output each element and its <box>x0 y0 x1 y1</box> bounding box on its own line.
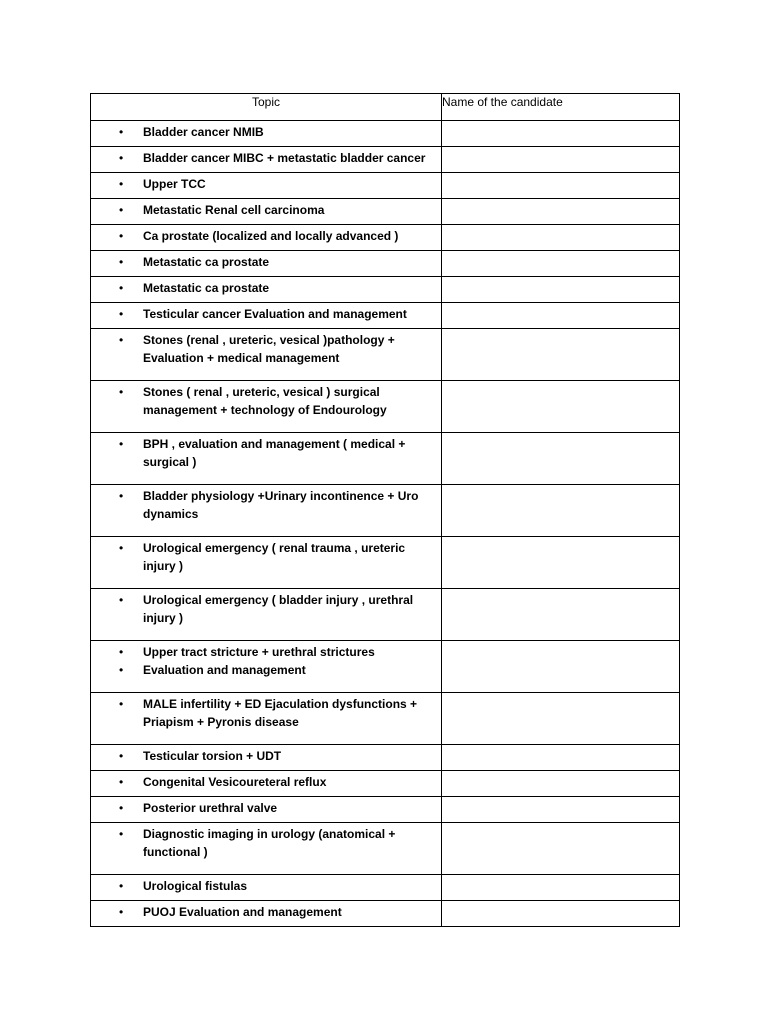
topic-bullet-item <box>91 332 441 367</box>
table-row <box>91 693 680 745</box>
topic-cell <box>91 485 442 537</box>
topic-cell <box>91 433 442 485</box>
bullet-icon: • <box>119 125 124 139</box>
topic-bullet-item <box>91 592 441 627</box>
topic-bullet-list <box>91 537 441 575</box>
table-row <box>91 303 680 329</box>
bullet-icon: • <box>119 801 124 815</box>
topic-text: Evaluation and management <box>143 662 306 677</box>
topic-bullet-list <box>91 381 441 419</box>
bullet-icon: • <box>119 593 124 607</box>
topic-bullet-list <box>91 225 441 246</box>
topic-cell <box>91 745 442 771</box>
topic-text: Upper tract stricture + urethral strictures <box>143 645 375 659</box>
topic-text: Urological emergency ( renal trauma , ureteric injury ) <box>143 541 406 573</box>
topic-bullet-item <box>91 280 441 298</box>
bullet-icon: • <box>119 827 124 841</box>
topic-bullet-list <box>91 797 441 818</box>
topic-cell <box>91 901 442 927</box>
candidate-name-cell[interactable] <box>442 199 680 225</box>
topic-cell <box>91 537 442 589</box>
candidate-name-cell[interactable] <box>442 251 680 277</box>
table-row <box>91 901 680 927</box>
topic-bullet-list <box>91 641 441 679</box>
bullet-icon: • <box>119 333 124 347</box>
topic-text: Stones ( renal , ureteric, vesical ) surgical management + technology of Endourology <box>143 385 387 417</box>
topic-bullet-item <box>91 384 441 419</box>
topic-text: Urological emergency ( bladder injury , urethral injury ) <box>143 593 414 625</box>
topic-text: Upper TCC <box>143 177 206 191</box>
candidate-name-cell[interactable] <box>442 693 680 745</box>
topic-bullet-list <box>91 147 441 168</box>
bullet-icon: • <box>119 645 124 659</box>
candidate-name-cell[interactable] <box>442 329 680 381</box>
topic-bullet-list <box>91 823 441 861</box>
bullet-icon: • <box>119 151 124 165</box>
candidate-name-cell[interactable] <box>442 901 680 927</box>
topic-text: Bladder cancer MIBC + metastatic bladder cancer <box>143 151 426 165</box>
topic-cell <box>91 693 442 745</box>
candidate-name-cell[interactable] <box>442 303 680 329</box>
topic-cell <box>91 147 442 173</box>
candidate-name-cell[interactable] <box>442 433 680 485</box>
topic-bullet-item <box>91 228 441 246</box>
topic-bullet-item <box>91 254 441 272</box>
topic-bullet-list <box>91 251 441 272</box>
bullet-icon: • <box>119 697 124 711</box>
topic-cell <box>91 277 442 303</box>
topics-table <box>90 93 680 927</box>
topic-bullet-list <box>91 875 441 896</box>
bullet-icon: • <box>119 879 124 893</box>
bullet-icon: • <box>119 775 124 789</box>
candidate-name-cell[interactable] <box>442 875 680 901</box>
bullet-icon: • <box>119 905 124 919</box>
candidate-name-cell[interactable] <box>442 485 680 537</box>
bullet-icon: • <box>119 281 124 295</box>
topic-bullet-list <box>91 901 441 922</box>
table-row <box>91 433 680 485</box>
bullet-icon: • <box>119 203 124 217</box>
topic-cell <box>91 381 442 433</box>
topic-text: Testicular cancer Evaluation and management <box>143 307 407 321</box>
table-body <box>91 121 680 927</box>
bullet-icon: • <box>119 307 124 321</box>
topic-bullet-item <box>91 176 441 194</box>
topic-bullet-item <box>91 826 441 861</box>
bullet-icon: • <box>119 177 124 191</box>
candidate-name-cell[interactable] <box>442 641 680 693</box>
bullet-icon: • <box>119 662 124 677</box>
bullet-icon: • <box>119 749 124 763</box>
topic-bullet-item <box>91 662 441 680</box>
topic-text: BPH , evaluation and management ( medical + surgical ) <box>143 437 406 469</box>
topic-text: MALE infertility + ED Ejaculation dysfunctions + Priapism + Pyronis disease <box>143 697 418 729</box>
table-row <box>91 173 680 199</box>
topic-bullet-item <box>91 904 441 922</box>
table-header-row <box>91 94 680 121</box>
topic-text: Urological fistulas <box>143 879 248 893</box>
table-row <box>91 771 680 797</box>
topic-bullet-item <box>91 644 441 662</box>
table-row <box>91 277 680 303</box>
topic-bullet-item <box>91 306 441 324</box>
topic-bullet-list <box>91 485 441 523</box>
topic-text: Metastatic ca prostate <box>143 281 270 295</box>
topic-cell <box>91 771 442 797</box>
table-row <box>91 251 680 277</box>
table-row <box>91 537 680 589</box>
candidate-name-cell[interactable] <box>442 225 680 251</box>
table-row <box>91 589 680 641</box>
topic-bullet-list <box>91 771 441 792</box>
topic-bullet-item <box>91 488 441 523</box>
topic-bullet-list <box>91 303 441 324</box>
table-row <box>91 875 680 901</box>
topic-bullet-item <box>91 436 441 471</box>
bullet-icon: • <box>119 255 124 269</box>
candidate-name-cell[interactable] <box>442 797 680 823</box>
topic-text: Posterior urethral valve <box>143 801 278 815</box>
topic-bullet-list <box>91 199 441 220</box>
topic-text: Congenital Vesicoureteral reflux <box>143 775 327 789</box>
candidate-name-cell[interactable] <box>442 147 680 173</box>
topic-cell <box>91 329 442 381</box>
topic-cell <box>91 225 442 251</box>
table-row <box>91 745 680 771</box>
topic-text: Metastatic Renal cell carcinoma <box>143 203 325 217</box>
topic-bullet-item <box>91 878 441 896</box>
table-row <box>91 797 680 823</box>
topic-cell <box>91 173 442 199</box>
topic-bullet-item <box>91 540 441 575</box>
topic-cell <box>91 797 442 823</box>
topic-text: Bladder physiology +Urinary incontinence + Uro dynamics <box>143 489 419 521</box>
topic-text: Metastatic ca prostate <box>143 255 270 269</box>
topic-cell <box>91 303 442 329</box>
topic-bullet-item <box>91 800 441 818</box>
topic-bullet-list <box>91 173 441 194</box>
topic-cell <box>91 199 442 225</box>
bullet-icon: • <box>119 489 124 503</box>
table-row <box>91 121 680 147</box>
topic-text: Bladder cancer NMIB <box>143 125 264 139</box>
topic-bullet-list <box>91 277 441 298</box>
table-row <box>91 199 680 225</box>
topic-text: Stones (renal , ureteric, vesical )pathology + Evaluation + medical management <box>143 333 395 365</box>
candidate-name-cell[interactable] <box>442 745 680 771</box>
topic-text: Testicular torsion + UDT <box>143 749 282 763</box>
topic-cell <box>91 589 442 641</box>
candidate-name-cell[interactable] <box>442 771 680 797</box>
topic-bullet-item <box>91 696 441 731</box>
topic-bullet-list <box>91 745 441 766</box>
topic-bullet-item <box>91 202 441 220</box>
candidate-column-header: Name of the candidate <box>442 94 680 121</box>
topic-bullet-item <box>91 150 441 168</box>
bullet-icon: • <box>119 229 124 243</box>
candidate-name-cell[interactable] <box>442 589 680 641</box>
table-row <box>91 329 680 381</box>
table-row <box>91 147 680 173</box>
topic-column-header: Topic <box>91 94 442 121</box>
candidate-name-cell[interactable] <box>442 173 680 199</box>
table-row <box>91 641 680 693</box>
candidate-name-cell[interactable] <box>442 277 680 303</box>
topic-bullet-item <box>91 748 441 766</box>
topic-cell <box>91 641 442 693</box>
topic-bullet-item <box>91 774 441 792</box>
topic-cell <box>91 121 442 147</box>
bullet-icon: • <box>119 437 124 451</box>
topic-bullet-list <box>91 121 441 142</box>
topic-cell <box>91 251 442 277</box>
topic-cell <box>91 823 442 875</box>
candidate-name-cell[interactable] <box>442 121 680 147</box>
table-row <box>91 485 680 537</box>
bullet-icon: • <box>119 541 124 555</box>
topic-bullet-list <box>91 329 441 367</box>
candidate-name-cell[interactable] <box>442 537 680 589</box>
table-row <box>91 381 680 433</box>
bullet-icon: • <box>119 385 124 399</box>
table-row <box>91 823 680 875</box>
topic-bullet-list <box>91 693 441 731</box>
topic-text: Diagnostic imaging in urology (anatomical + functional ) <box>143 827 396 859</box>
topic-text: PUOJ Evaluation and management <box>143 905 342 919</box>
topic-bullet-list <box>91 433 441 471</box>
candidate-name-cell[interactable] <box>442 823 680 875</box>
candidate-name-cell[interactable] <box>442 381 680 433</box>
topic-text: Ca prostate (localized and locally advanced ) <box>143 229 399 243</box>
table-row <box>91 225 680 251</box>
topic-bullet-item <box>91 124 441 142</box>
topic-bullet-list <box>91 589 441 627</box>
topic-cell <box>91 875 442 901</box>
